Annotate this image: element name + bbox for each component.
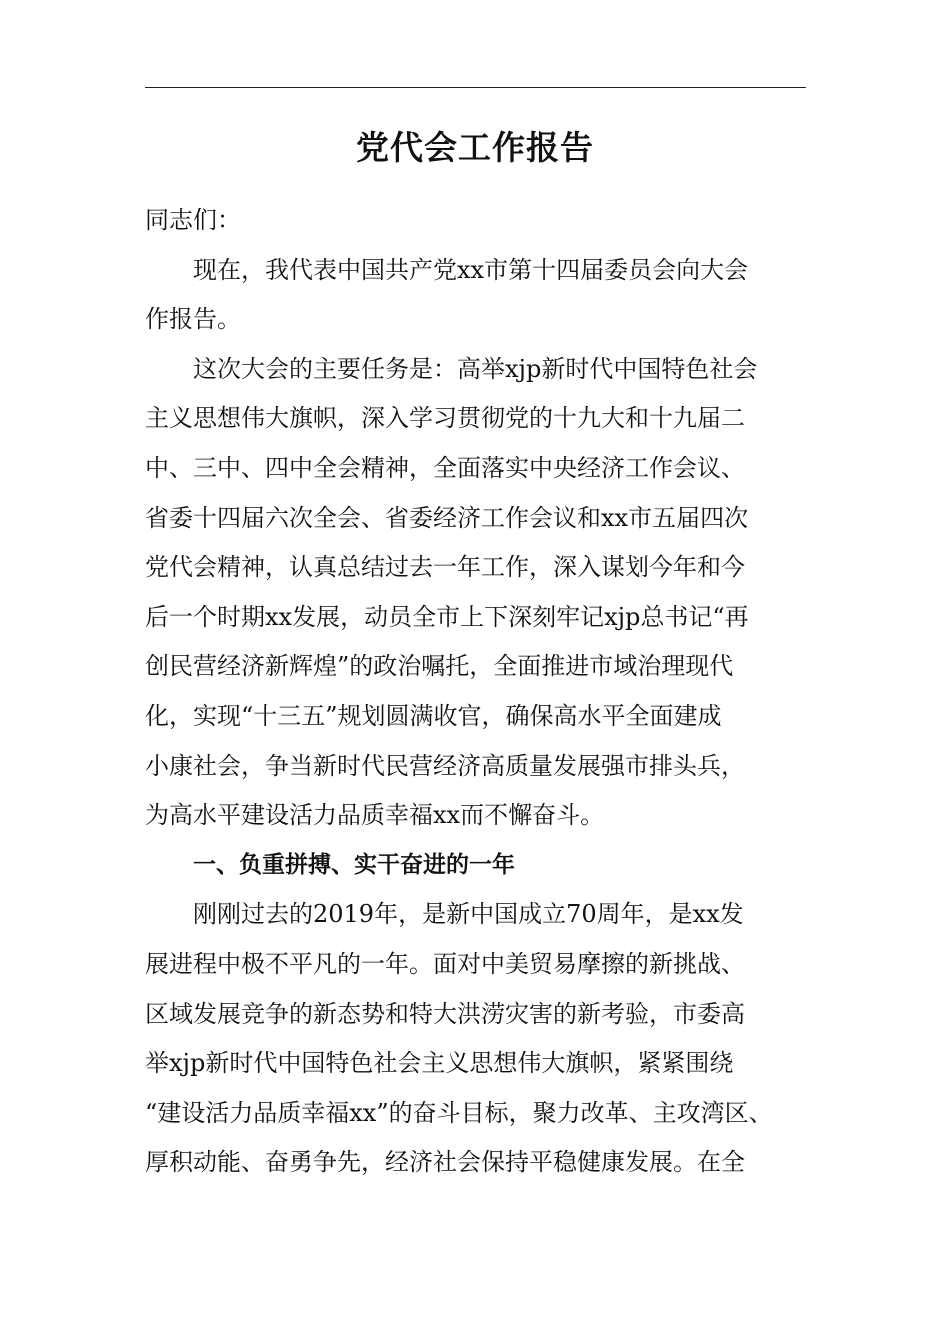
paragraph-line: 为高水平建设活力品质幸福xx而不懈奋斗。: [145, 801, 605, 830]
document-title: 党代会工作报告: [356, 128, 594, 167]
paragraph-line: 创民营经济新辉煌”的政治嘱托，全面推进市域治理现代: [145, 652, 734, 681]
paragraph-line: 举xjp新时代中国特色社会主义思想伟大旗帜，紧紧围绕: [145, 1049, 734, 1078]
paragraph-line: 党代会精神，认真总结过去一年工作，深入谋划今年和今: [145, 553, 745, 582]
header-rule: [145, 87, 806, 88]
paragraph-line: 主义思想伟大旗帜，深入学习贯彻党的十九大和十九届二: [145, 404, 745, 433]
paragraph-line: 现在，我代表中国共产党xx市第十四届委员会向大会: [193, 255, 749, 284]
paragraph-line: 后一个时期xx发展，动员全市上下深刻牢记xjp总书记“再: [145, 602, 749, 631]
paragraph-line: 刚刚过去的2019年，是新中国成立70周年，是xx发: [193, 900, 744, 929]
paragraph-line: 区域发展竞争的新态势和特大洪涝灾害的新考验，市委高: [145, 999, 745, 1028]
paragraph-line: 省委十四届六次全会、省委经济工作会议和xx市五届四次: [145, 503, 749, 532]
paragraph-line: 展进程中极不平凡的一年。面对中美贸易摩擦的新挑战、: [145, 949, 745, 978]
paragraph-line: 小康社会，争当新时代民营经济高质量发展强市排头兵，: [145, 751, 745, 780]
paragraph-line: 这次大会的主要任务是：高举xjp新时代中国特色社会: [193, 354, 758, 383]
paragraph-line: 化，实现“十三五”规划圆满收官，确保高水平全面建成: [145, 701, 722, 730]
paragraph-line: “建设活力品质幸福xx”的奋斗目标，聚力改革、主攻湾区、: [145, 1098, 773, 1127]
paragraph-line: 中、三中、四中全会精神，全面落实中央经济工作会议、: [145, 453, 745, 482]
document-body: [145, 196, 817, 1188]
section-heading: 一、负重拼搏、实干奋进的一年: [193, 851, 515, 878]
salutation-line: 同志们：: [145, 206, 241, 234]
paragraph-line: 作报告。: [145, 305, 241, 334]
paragraph-line: 厚积动能、奋勇争先，经济社会保持平稳健康发展。在全: [145, 1148, 745, 1177]
